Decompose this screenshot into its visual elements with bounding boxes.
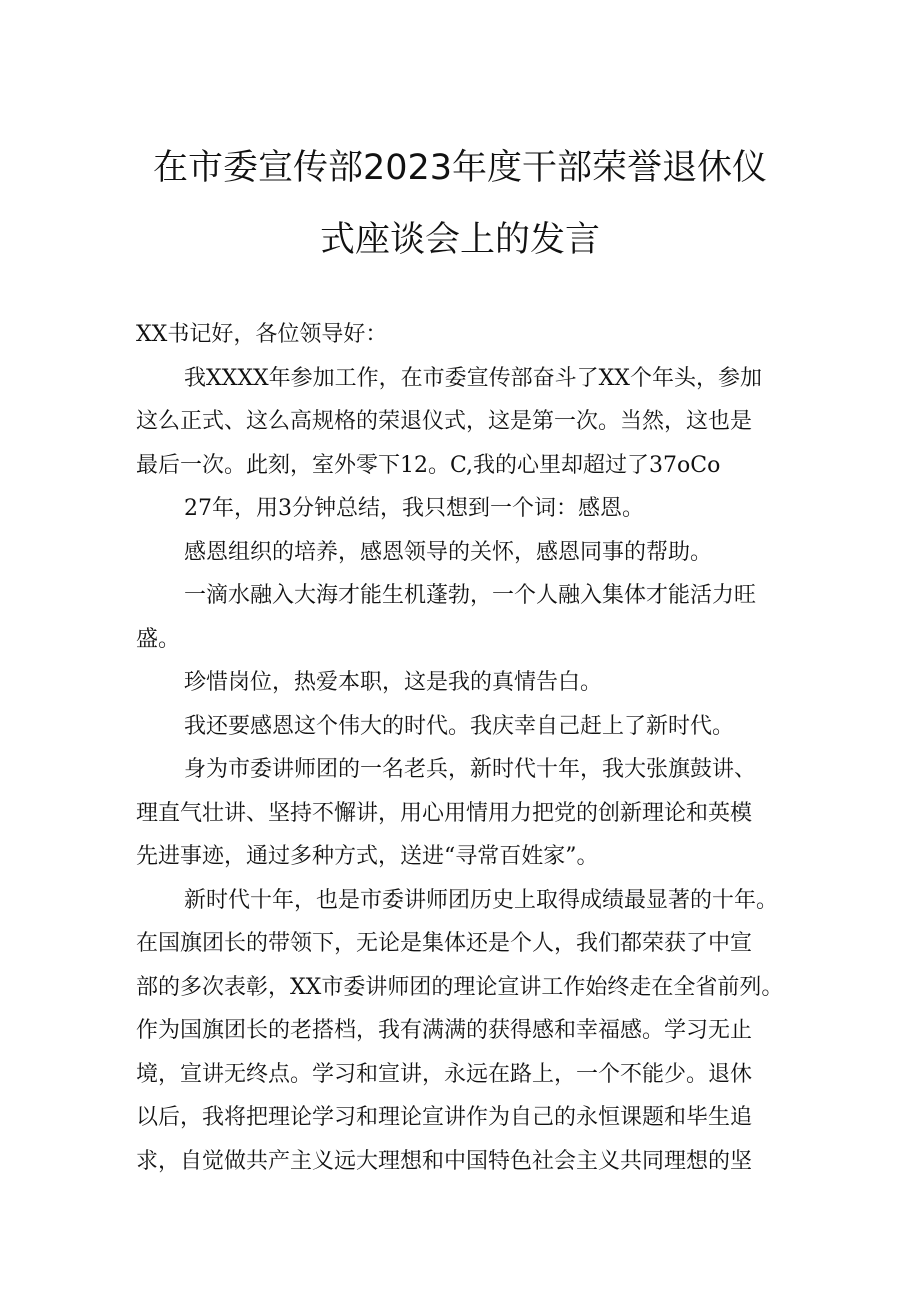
body-line: 以后，我将把理论学习和理论宣讲作为自己的永恒课题和毕生追 [136,1105,753,1130]
body-line: 这么正式、这么高规格的荣退仪式，这是第一次。当然，这也是 [136,409,753,434]
body-line: 在国旗团长的带领下，无论是集体还是个人，我们都荣获了中宣 [136,931,753,956]
body-line: 先进事迹，通过多种方式，送进“寻常百姓家”。 [136,844,599,869]
body-line: 我XXXX年参加工作，在市委宣传部奋斗了XX个年头，参加 [184,365,762,391]
body-line: 最后一次。此刻，室外零下12。C,我的心里却超过了37oCo [136,452,721,478]
body-line: 珍惜岗位，热爱本职，这是我的真情告白。 [184,670,603,695]
body-line: 一滴水融入大海才能生机蓬勃，一个人融入集体才能活力旺 [184,583,757,608]
body-line: 求，自觉做共产主义远大理想和中国特色社会主义共同理想的坚 [136,1148,753,1174]
body-line: 作为国旗团长的老搭档，我有满满的获得感和幸福感。学习无止 [136,1018,753,1043]
body-line: 理直气壮讲、坚持不懈讲，用心用情用力把党的创新理论和英模 [136,800,753,826]
body-line: 新时代十年，也是市委讲师团历史上取得成绩最显著的十年。 [184,887,779,913]
body-line: 身为市委讲师团的一名老兵，新时代十年，我大张旗鼓讲、 [184,757,757,782]
document-title-line-1: 在市委宣传部2023年度干部荣誉退休仪 [152,148,768,188]
body-line: 我还要感恩这个伟大的时代。我庆幸自己赶上了新时代。 [184,713,735,739]
salutation-line: XX书记好，各位领导好： [136,322,388,347]
body-line: 27年，用3分钟总结，我只想到一个词：感恩。 [184,496,644,521]
body-line: 感恩组织的培养，感恩领导的关怀，感恩同事的帮助。 [184,539,713,565]
document-body [136,313,796,1183]
body-line: 境，宣讲无终点。学习和宣讲，永远在路上，一个不能少。退休 [136,1061,753,1087]
body-line: 盛。 [136,626,181,652]
document-title-line-2: 式座谈会上的发言 [319,220,600,260]
body-line: 部的多次表彰，XX市委讲师团的理论宣讲工作始终走在全省前列。 [136,974,784,1000]
